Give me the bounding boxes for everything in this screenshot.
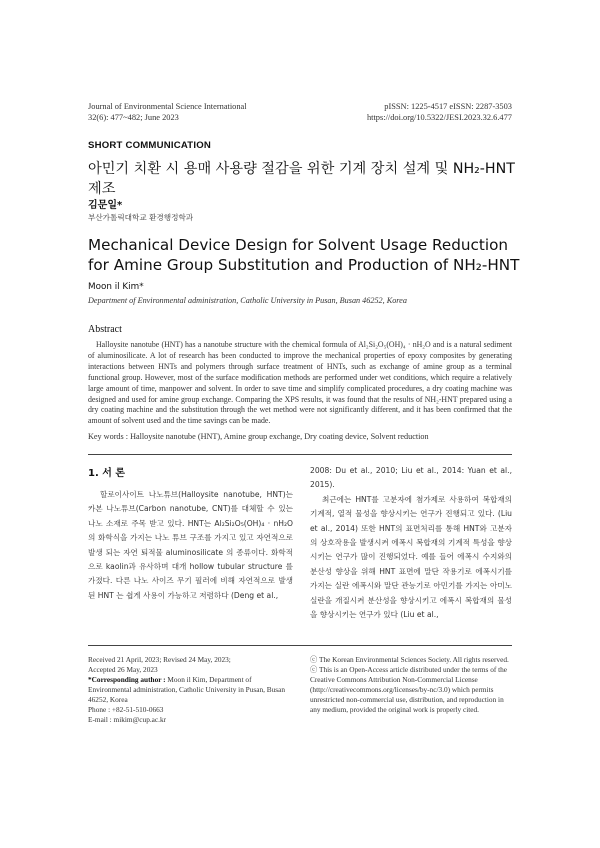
journal-header-left [88,101,247,123]
paragraph: 할로이사이트 나노튜브(Halloysite nanotube, HNT)는 카본 나노튜브(Carbon nanotube, CNT)를 대체할 수 있는 나노 소재로 주목 받고 있다. HNT는 Al₂Si₂O₅(OH)₄ · nH₂O 의 화학식을 가지는 나노 튜브 구조를 가지고 있고 자연적으로 발생 되는 자연 퇴적물 aluminosilicate 의 종류이다. 화학적으로 kaolin과 유사하며 대개 hollow tubular structure 를 가졌다. 다른 나노 사이즈 무기 필러에 비해 자연적으로 발생된 HNT 는 쉽게 사용이 가능하고 저렴하다 (Deng et al., [88,490,293,600]
keywords [88,432,518,441]
paragraph-continued: 2008: Du et al., 2010; Liu et al., 2014: Yuan et al., 2015). [310,466,512,490]
body-column-left [88,488,293,603]
paragraph: 최근에는 HNT를 고분자에 첨가제로 사용하여 복합재의 기계적, 열적 물성을 향상시키는 연구가 진행되고 있다. (Liu et al., 2014) 또한 HNT의 표면처리를 통해 HNT와 고분자의 상호작용을 발생시켜 에폭시 복합재의 기계적 특성을 향상시키는 연구가 많이 진행되었다. 예를 들어 에폭시 수지와의 분산성 향상을 위해 HNT 표면에 말단 작용기로 에폭시기를 가지는 실란 에폭시와 말단 관능기로 아민기를 가지는 아미노 실란을 개질시켜 분산성을 향상시키고 에폭시 복합재의 물성을 향상시키는 연구가 있다 (Liu et al., [310,494,512,620]
corresponding-label: *Corresponding author : [88,675,166,684]
received-date: Received 21 April, 2023; Revised 24 May, 2023; [88,655,231,664]
body-column-right [310,464,512,622]
phone: Phone : +82-51-510-0663 [88,705,164,714]
english-title: Mechanical Device Design for Solvent Usage Reduction for Amine Group Substitution and Production of NH₂-HNT [88,236,520,274]
keywords-label: Key words : [88,432,129,441]
journal-name: Journal of Environmental Science International [88,102,247,111]
accepted-date: Accepted 26 May, 2023 [88,665,158,674]
footnote-divider [88,645,512,646]
journal-volume: 32(6): 477~482; June 2023 [88,113,179,122]
english-affiliation: Department of Environmental administration, Catholic University in Pusan, Busan 46252, Korea [88,296,407,305]
journal-header-right [367,101,512,123]
korean-author: 김문일* [88,200,123,211]
article-type: SHORT COMMUNICATION [88,140,211,151]
section-heading-introduction: 1. 서 론 [88,468,126,479]
english-author: Moon il Kim* [88,282,144,292]
keywords-text: Halloysite nanotube (HNT), Amine group exchange, Dry coating device, Solvent reduction [130,432,429,441]
doi-link[interactable]: https://doi.org/10.5322/JESI.2023.32.6.477 [366,113,512,122]
license: ⓒ This is an Open-Access article distributed under the terms of the Creative Commons Attribution Non-Commercial License (http://creativecommons.org/licenses/by-nc/3.0) which permits unrestricted non-commercial use, distribution, and reproduction in any medium, provided the original work is properly cited. [310,665,508,714]
divider [88,454,512,455]
copyright: ⓒ The Korean Environmental Sciences Society. All rights reserved. [310,655,509,664]
footnote-left [88,655,293,725]
korean-title: 아민기 치환 시 용매 사용량 절감을 위한 기계 장치 설계 및 NH₂-HNT 제조 [88,161,515,197]
abstract-heading: Abstract [88,324,122,335]
korean-affiliation: 부산가톨릭대학교 환경행정학과 [88,213,194,222]
corresponding-author [88,675,293,705]
abstract-text: Halloysite nanotube (HNT) has a nanotube structure with the chemical formula of Al₂Si₂O₅(OH)₄ · nH₂O and is a natural sediment of aluminosilicate. A lot of research has been conducted to improve the mechanical properties of epoxy composites by generating interactions between HNTs and polymers through surface treatment of HNTs, such as exchange of amine group as a terminal functional group. However, most of the surface modification methods are performed under wet conditions, which require a relatively large amount of time, manpower and solvent. In order to save time and simplify complicated procedures, a dry coating machine was designed and used for amine group exchange. Comparing the XPS results, it was found that the results of NH₂-HNT prepared using a dry coating machine and the substitution through the wet method were not significantly different, and it has been confirmed that the amount of solvent used and the time savings can be made. [88,340,512,426]
email[interactable]: E-mail : mikim@cup.ac.kr [88,715,167,724]
corresponding-text: Moon il Kim, Department of Environmental administration, Catholic University in Pusan, Busan 46252, Korea [88,675,285,704]
footnote-right [310,655,515,715]
issn: pISSN: 1225-4517 eISSN: 2287-3503 [384,102,512,111]
